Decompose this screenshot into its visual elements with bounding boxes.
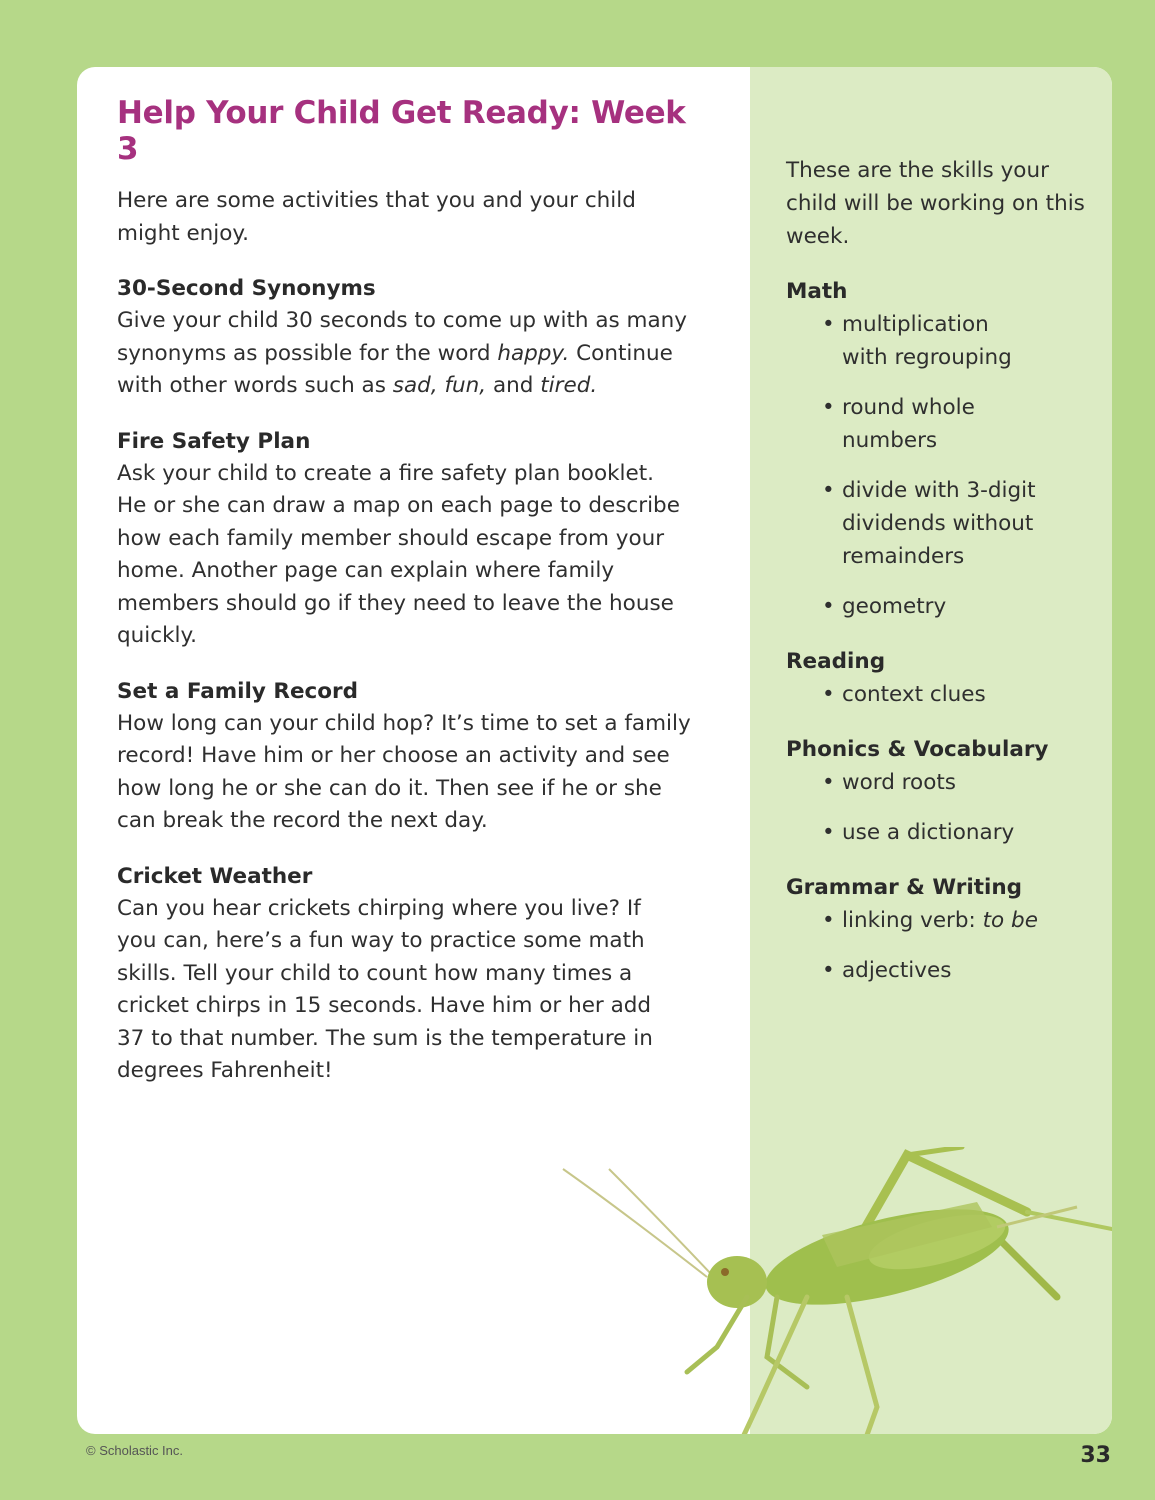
skill-item: • word roots	[822, 766, 1086, 799]
skills-intro: These are the skills your child will be working on this week.	[786, 158, 1085, 249]
text-emphasis: happy.	[497, 340, 570, 366]
activity-text: Can you hear crickets chirping where you live? If you can, here’s a fun way to practice some math skills. Tell your child to count how many times a cricket chirps in 15 seconds. Have him or her add 37 to that number. The sum is the temperature in degrees Fahrenheit!	[117, 895, 653, 1083]
copyright-text: © Scholastic Inc.	[86, 1443, 184, 1458]
text-run: and	[486, 373, 541, 398]
text-run: Continue with other words such as	[117, 340, 673, 398]
phonics-heading: Phonics & Vocabulary	[786, 737, 1049, 762]
skill-item: • round whole numbers	[822, 391, 1002, 457]
intro-text: Here are some activities that you and your child might enjoy.	[117, 188, 636, 246]
phonics-skills	[786, 766, 1086, 849]
reading-skills	[786, 678, 1086, 711]
page-title: Help Your Child Get Ready: Week 3	[117, 95, 686, 167]
skill-item: • geometry	[822, 590, 1086, 623]
skills-list	[786, 154, 1086, 987]
skill-text: linking verb:	[842, 908, 983, 933]
skill-item: • divide with 3-digit dividends without remainders	[822, 474, 1062, 573]
activity-text	[117, 305, 707, 403]
activity-text: How long can your child hop? It’s time to set a family record! Have him or her choose an activity and see how long he or she can do it. Then see if he or she can break the record the next day.	[117, 710, 691, 833]
skill-emphasis: to be	[982, 908, 1038, 933]
grammar-skills	[786, 904, 1086, 987]
activity-text: Ask your child to create a fire safety plan booklet. He or she can draw a map on each page to describe how each family member should escape from your home. Another page can explain where family members should go if they need to leave the house quickly.	[117, 460, 680, 648]
cricket-image	[557, 1147, 1112, 1434]
skill-item: • use a dictionary	[822, 816, 1086, 849]
text-run: Give your child 30 seconds to come up with as many synonyms as possible for the word	[117, 308, 688, 366]
text-emphasis: sad, fun,	[392, 373, 487, 398]
reading-heading: Reading	[786, 649, 886, 674]
activity-title: Fire Safety Plan	[117, 428, 311, 454]
activity-title: 30-Second Synonyms	[117, 276, 376, 301]
activity-title: Cricket Weather	[117, 863, 313, 889]
activity-title: Set a Family Record	[117, 678, 359, 704]
skill-item	[822, 904, 1086, 937]
skill-item: • context clues	[822, 678, 1086, 711]
page-card	[77, 67, 1112, 1434]
activities-column	[117, 95, 717, 1088]
skill-item: • multiplication with regrouping	[822, 308, 1012, 374]
text-emphasis: tired.	[540, 373, 598, 398]
page-number: 33	[1080, 1443, 1111, 1468]
math-heading: Math	[786, 279, 848, 304]
grammar-heading: Grammar & Writing	[786, 875, 1023, 900]
skill-item: • adjectives	[822, 954, 1086, 987]
math-skills	[786, 308, 1086, 623]
